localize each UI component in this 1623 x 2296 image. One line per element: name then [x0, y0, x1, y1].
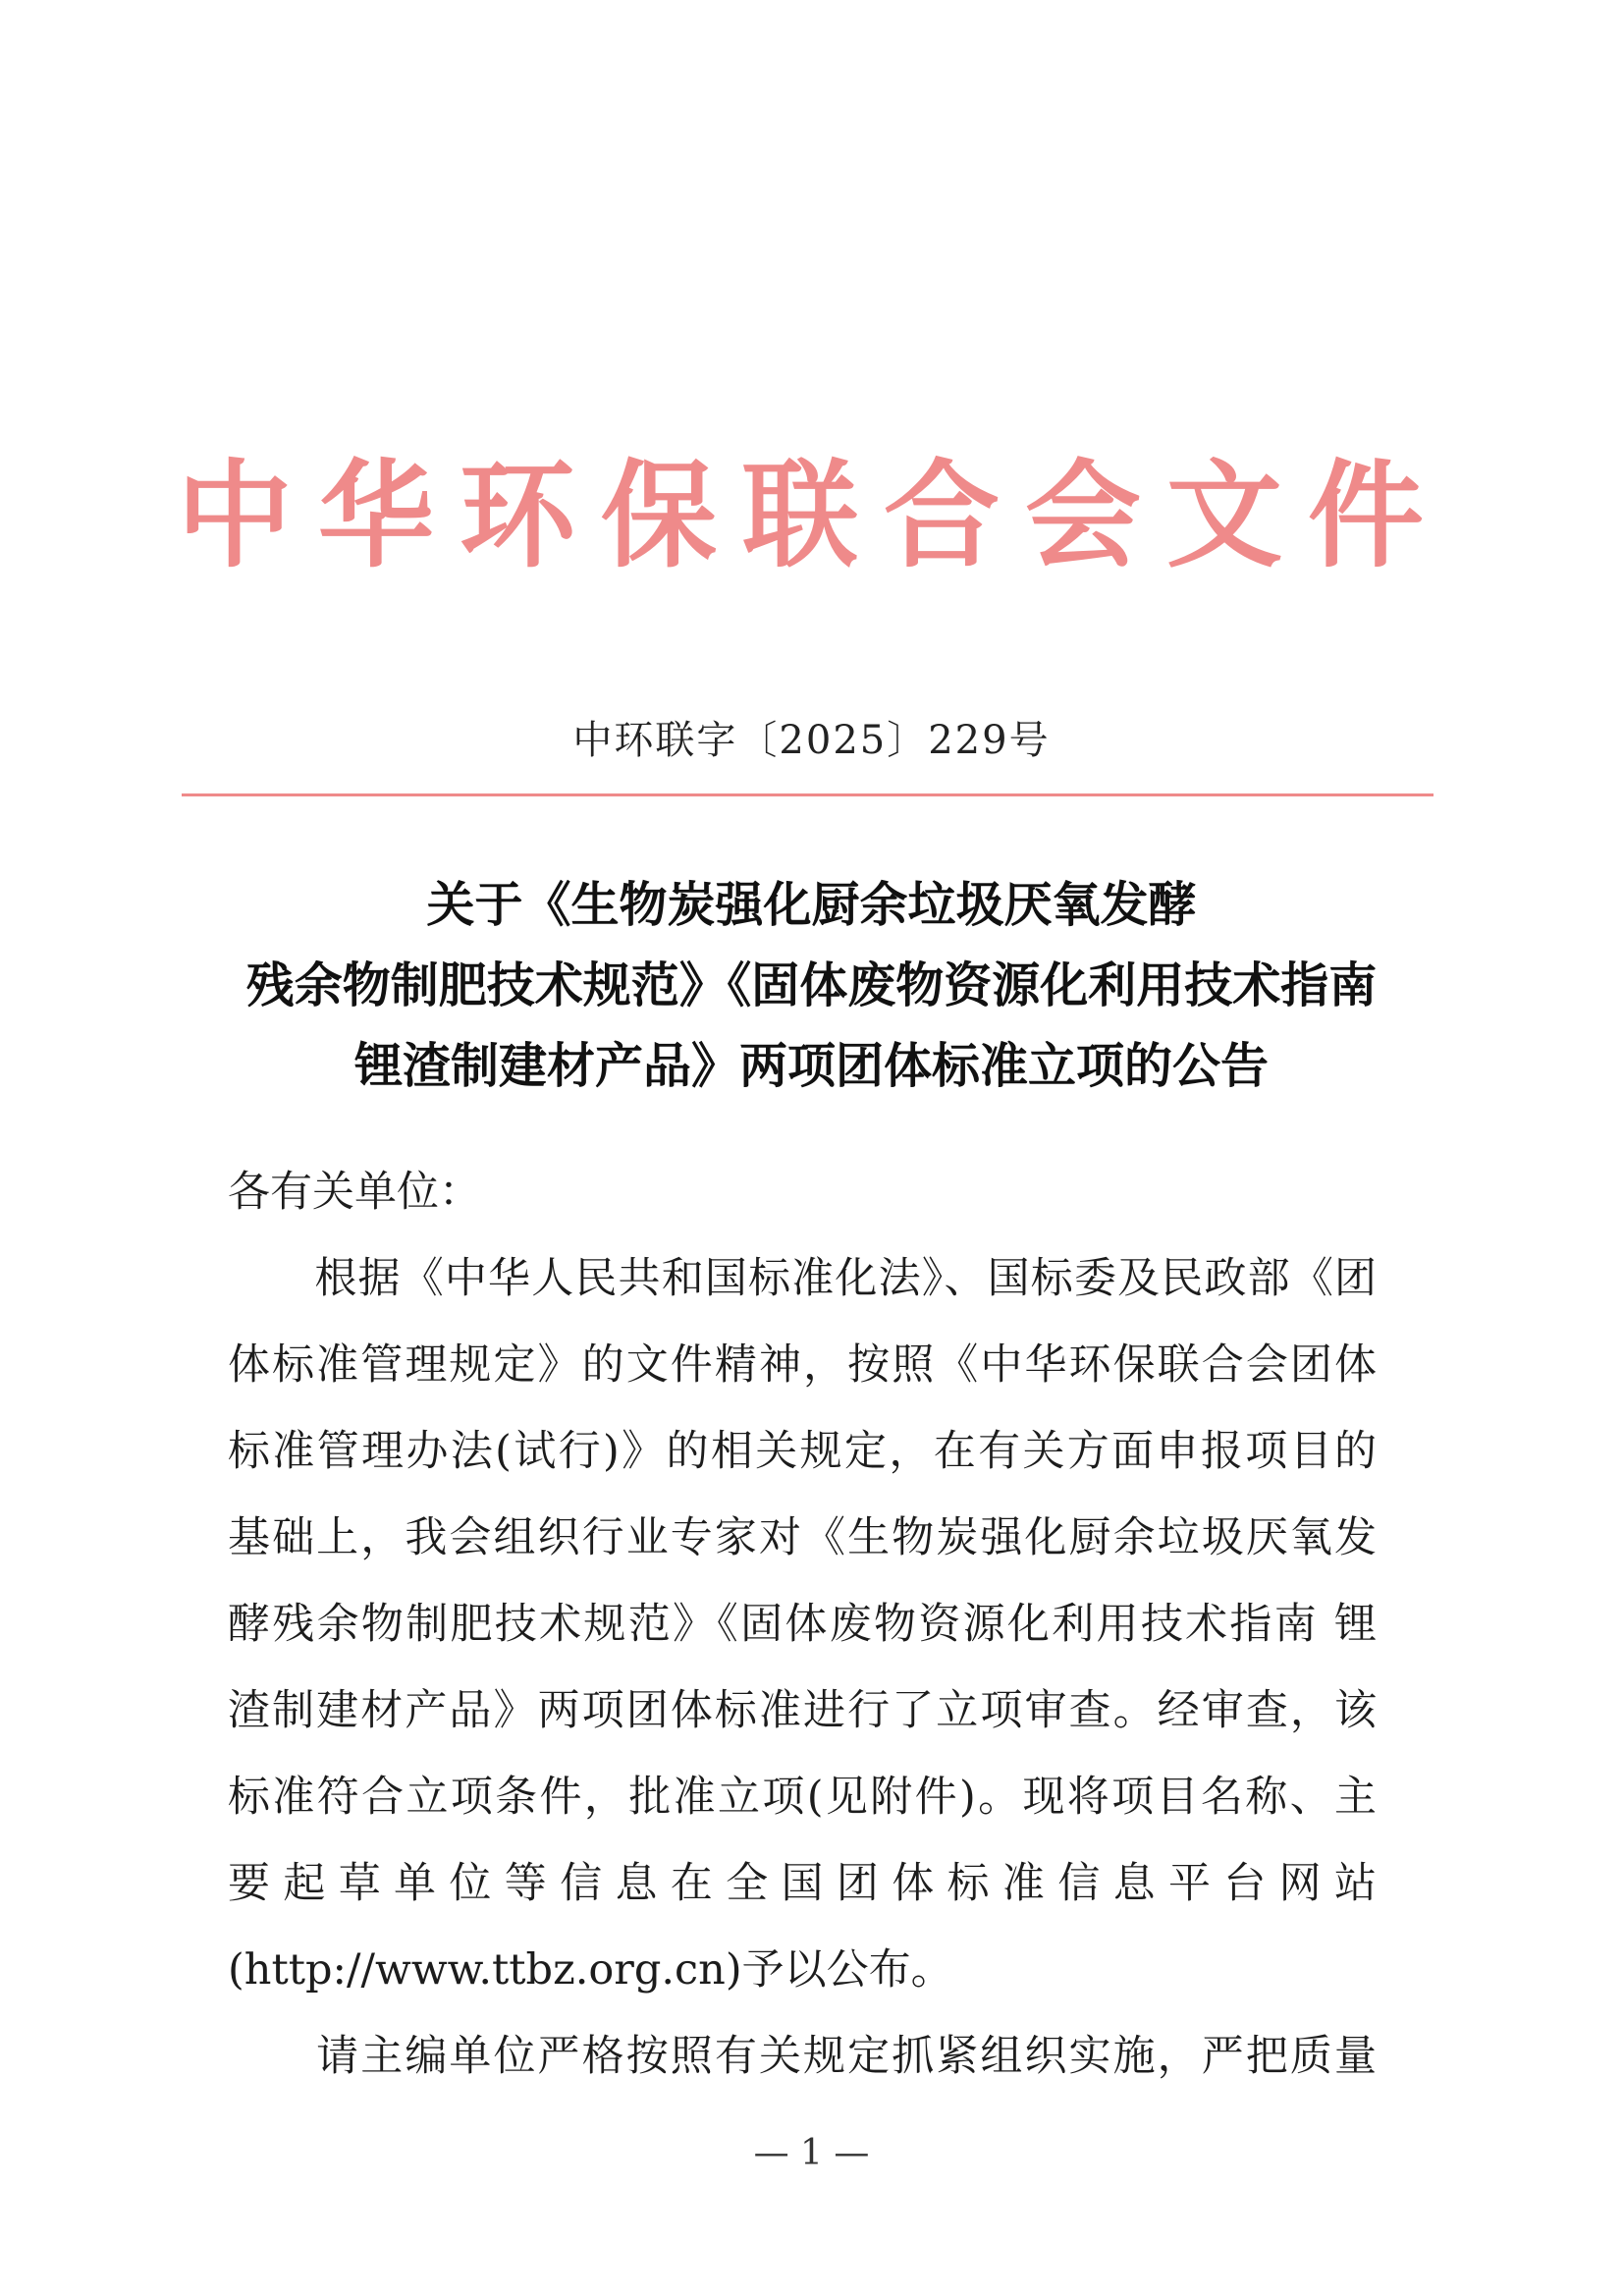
paragraph-1-line-4: 基础上，我会组织行业专家对《生物炭强化厨余垃圾厌氧发 [228, 1513, 1377, 1562]
announcement-title [157, 864, 1466, 1106]
salutation: 各有关单位： [228, 1168, 481, 1217]
paragraph-2-line-1: 请主编单位严格按照有关规定抓紧组织实施，严把质量 [228, 2032, 1377, 2081]
page-number: — 1 — [753, 2133, 870, 2173]
masthead-title: 中华环保联合会文件 [177, 448, 1450, 583]
paragraph-1-line-3: 标准管理办法(试行)》的相关规定，在有关方面申报项目的 [228, 1427, 1377, 1476]
paragraph-1-line-7: 标准符合立项条件，批准立项(见附件)。现将项目名称、主 [228, 1773, 1377, 1822]
red-divider [182, 793, 1434, 796]
paragraph-1-line-2: 体标准管理规定》的文件精神，按照《中华环保联合会团体 [228, 1340, 1377, 1390]
paragraph-1-line-9: (http://www.ttbz.org.cn)予以公布。 [228, 1945, 953, 1995]
document-number: 中环联字〔2025〕229号 [572, 718, 1051, 763]
paragraph-1-line-1: 根据《中华人民共和国标准化法》、国标委及民政部《团 [228, 1254, 1377, 1303]
paragraph-1-line-8: 要起草单位等信息在全国团体标准信息平台网站 [228, 1859, 1377, 1908]
title-line-3: 锂渣制建材产品》两项团体标准立项的公告 [353, 1037, 1269, 1094]
paragraph-1-line-5: 酵残余物制肥技术规范》《固体废物资源化利用技术指南 锂 [228, 1600, 1377, 1649]
body-text [228, 1149, 1377, 2100]
paragraph-1-line-6: 渣制建材产品》两项团体标准进行了立项审查。经审查，该 [228, 1686, 1377, 1735]
title-line-2: 残余物制肥技术规范》《固体废物资源化利用技术指南 [245, 957, 1378, 1013]
title-line-1: 关于《生物炭强化厨余垃圾厌氧发酵 [426, 876, 1197, 933]
